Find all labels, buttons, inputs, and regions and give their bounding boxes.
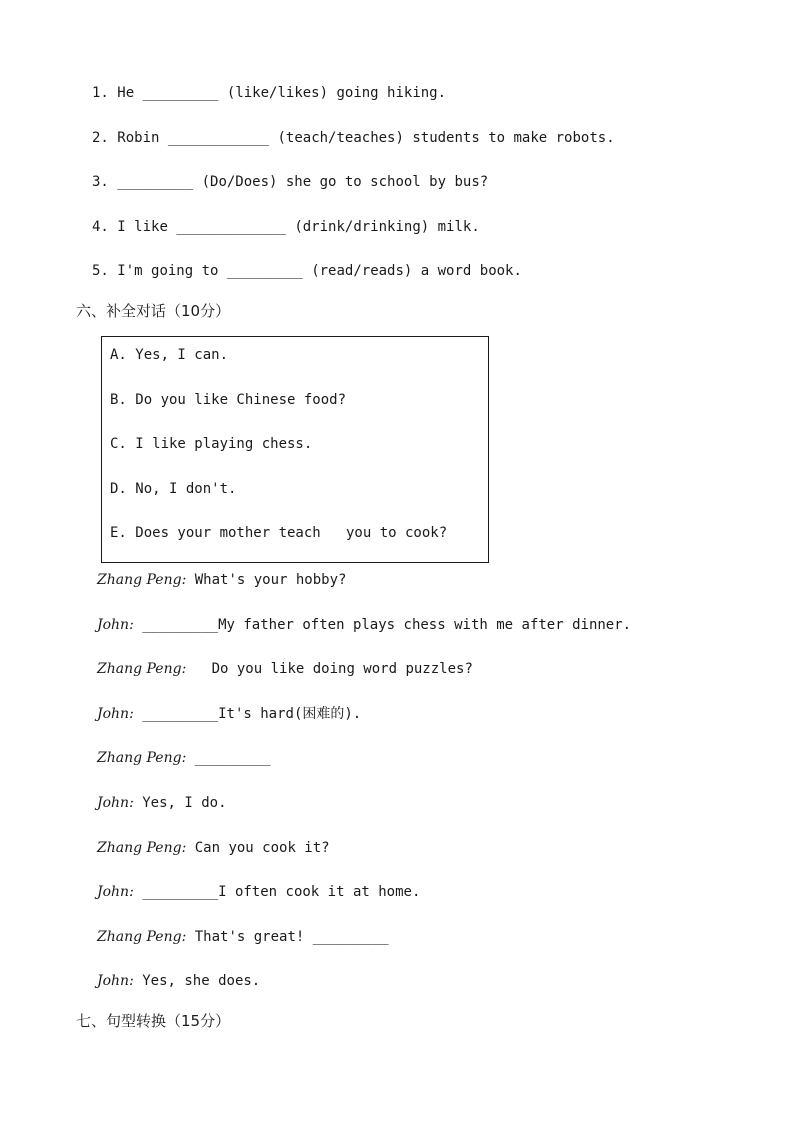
speaker-label: Zhang Peng: — [97, 572, 187, 588]
option-c: C. I like playing chess. — [110, 436, 313, 452]
answer-blank[interactable]: _________ — [142, 85, 219, 101]
dialogue-line: John: _________My father often plays chess with me after dinner. — [97, 617, 632, 633]
speaker-label: John: — [97, 973, 134, 989]
question-1: 1. He _________ (like/likes) going hiking. — [92, 85, 447, 101]
option-e: E. Does your mother teach you to cook? — [110, 525, 448, 541]
question-3: 3. _________ (Do/Does) she go to school by bus? — [92, 174, 489, 190]
dialogue-line: Zhang Peng: _________ — [97, 750, 271, 766]
dialogue-line: John: _________I often cook it at home. — [97, 884, 421, 900]
section-6-title: 六、补全对话（10分） — [76, 302, 231, 320]
question-4: 4. I like _____________ (drink/drinking) milk. — [92, 219, 480, 235]
speaker-label: John: — [97, 617, 134, 633]
answer-blank[interactable]: _________ — [226, 263, 303, 279]
speaker-label: John: — [97, 884, 134, 900]
speaker-label: John: — [97, 795, 134, 811]
question-2: 2. Robin ____________ (teach/teaches) students to make robots. — [92, 130, 615, 146]
answer-blank[interactable]: ____________ — [167, 130, 270, 146]
speaker-label: Zhang Peng: — [97, 929, 187, 945]
dialogue-line: Zhang Peng: Do you like doing word puzzles? — [97, 661, 473, 677]
dialogue-line: Zhang Peng: Can you cook it? — [97, 840, 330, 856]
section-7-title: 七、句型转换（15分） — [76, 1012, 231, 1030]
option-b: B. Do you like Chinese food? — [110, 392, 347, 408]
answer-blank[interactable]: _________ — [117, 174, 194, 190]
option-a: A. Yes, I can. — [110, 347, 229, 363]
speaker-label: John: — [97, 706, 134, 722]
dialogue-line: John: _________It's hard(困难的). — [97, 706, 362, 722]
dialogue-line: Zhang Peng: That's great! _________ — [97, 929, 389, 945]
dialogue-line: John: Yes, I do. — [97, 795, 227, 811]
dialogue-line: John: Yes, she does. — [97, 973, 261, 989]
speaker-label: Zhang Peng: — [97, 661, 187, 677]
speaker-label: Zhang Peng: — [97, 750, 187, 766]
option-d: D. No, I don't. — [110, 481, 237, 497]
question-5: 5. I'm going to _________ (read/reads) a word book. — [92, 263, 522, 279]
answer-blank[interactable]: _____________ — [176, 219, 286, 235]
speaker-label: Zhang Peng: — [97, 840, 187, 856]
dialogue-line: Zhang Peng: What's your hobby? — [97, 572, 347, 588]
